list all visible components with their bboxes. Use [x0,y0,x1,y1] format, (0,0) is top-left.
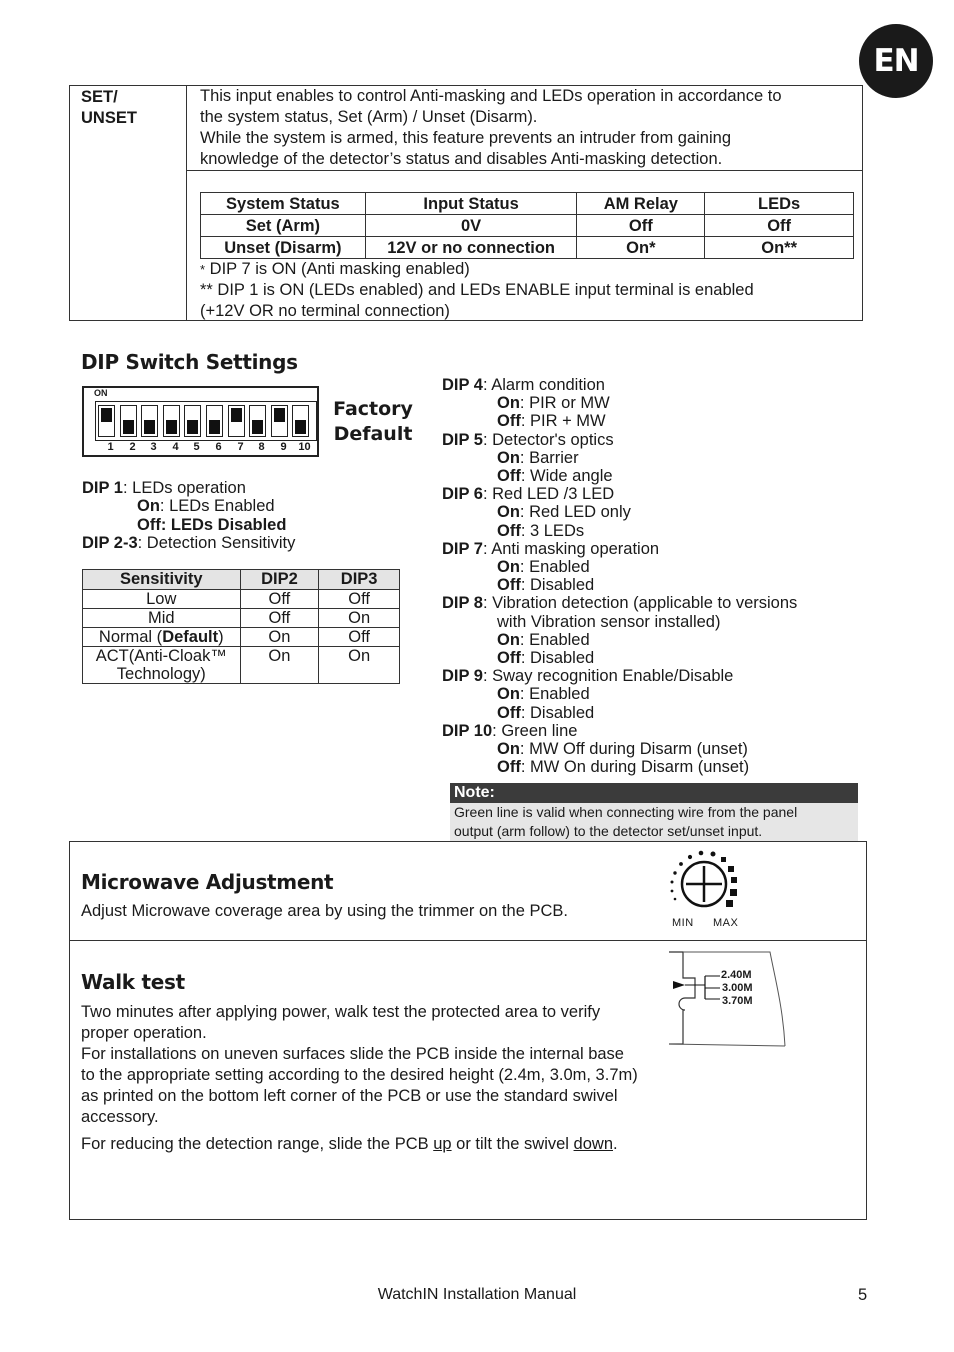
column-header: LEDs [705,193,854,215]
cell-text: ACT(Anti-Cloak™ [95,647,227,665]
height-label: 3.70M [722,995,753,1007]
table-cell [83,647,241,684]
dip-heading [442,485,862,503]
off-text: : Disabled [520,703,595,722]
off-text: : Wide angle [520,467,613,486]
trimmer-max-label: MAX [713,917,739,929]
page-number: 5 [858,1286,868,1304]
dip-desc-continued: with Vibration sensor installed) [497,612,721,631]
factory-default-line: Factory [333,398,413,420]
dip-switch-knob [231,408,242,422]
dip-desc: : Anti masking operation [482,539,660,558]
dip-key: DIP 10 [442,721,493,740]
dip-item [442,485,862,540]
note-line: Green line is valid when connecting wire from the panel [454,804,798,820]
table-row [83,628,400,647]
off-key: Off [497,576,521,595]
cell-text: ) [218,628,224,646]
dip-heading [442,376,862,394]
set-unset-label-line: UNSET [81,109,137,127]
footnote [200,259,855,280]
dip-on-line [442,631,862,649]
on-key: On [497,685,520,704]
factory-default-label [332,397,414,447]
on-text: : Red LED only [519,503,631,522]
dip-switch-8 [249,405,266,437]
cell-text: Normal ( [98,628,163,646]
dip-on-line [442,394,862,412]
table-row [201,215,854,237]
set-unset-description [200,86,855,170]
dip-off-line [442,522,862,540]
on-key: On [137,497,160,516]
dip-switch-1 [98,405,115,437]
height-label: 3.00M [722,982,753,994]
table-row [83,609,400,628]
dip-item [442,594,862,667]
section-divider [69,940,867,941]
table-cell: On** [705,237,854,259]
set-unset-label [81,87,181,129]
off-text: : Disabled [520,649,595,668]
dip-off-line [442,704,862,722]
dip-switch-number: 8 [258,441,265,453]
sensitivity-table [82,569,400,684]
dip23-heading [82,534,412,552]
table-cell: Off [240,590,319,609]
status-footnotes [200,259,855,322]
walk-test-body [81,1002,641,1161]
on-key: On [497,630,520,649]
paragraph-text: . [613,1135,618,1153]
walk-test-title: Walk test [81,970,185,994]
dip-heading [442,722,862,740]
table-cell: 12V or no connection [365,237,577,259]
dip-key: DIP 5 [442,430,483,449]
dip-switch-number: 5 [193,441,200,453]
on-text: : Enabled [519,630,590,649]
description-line: the system status, Set (Arm) / Unset (Disarm). [200,108,538,126]
system-status-table [200,192,854,259]
walk-test-paragraph [81,1134,641,1155]
note-line: output (arm follow) to the detector set/unset input. [454,823,763,839]
table-cell: Mid [83,609,241,628]
dip-right-descriptions [442,376,862,776]
table-cell: On* [577,237,705,259]
dip-key: DIP 6 [442,485,483,504]
microwave-text: Adjust Microwave coverage area by using the trimmer on the PCB. [81,902,568,920]
off-key: Off [497,703,521,722]
dip-switch-2 [120,405,137,437]
on-key: On [497,394,520,413]
dip-item [442,376,862,431]
on-key: On [497,740,520,759]
off-key: Off [497,467,521,486]
dip-switch-knob [187,420,198,434]
on-text: : Enabled [519,558,590,577]
dip-off-line [442,576,862,594]
table-cell: On [240,628,319,647]
dip-switch-knob [123,420,134,434]
on-text: : PIR or MW [519,394,610,413]
dip-switch-knob [209,420,220,434]
dip-left-descriptions [82,479,412,552]
table-row [83,590,400,609]
dip-desc: : Sway recognition Enable/Disable [482,667,734,686]
dip-switch-knob [144,420,155,434]
column-header: Sensitivity [83,570,241,590]
off-key: Off [497,758,521,777]
on-key: On [497,503,520,522]
trimmer-min-label: MIN [672,917,694,929]
dip-off-line [442,412,862,430]
table-divider [186,85,187,321]
dip-on-line [442,685,862,703]
on-key: On [497,558,520,577]
footnote: (+12V OR no terminal connection) [200,302,450,320]
table-cell: Off [577,215,705,237]
dip-desc: : LEDs operation [122,479,246,497]
on-text: : Barrier [519,448,579,467]
dip-desc: : Alarm condition [482,376,605,394]
dip1-off: Off: LEDs Disabled [137,515,287,534]
dip-switch-knob [252,420,263,434]
dip-switch-number: 7 [237,441,244,453]
cell-text: Technology) [116,665,206,683]
walk-test-paragraph: Two minutes after applying power, walk test the protected area to verify proper operation. [81,1003,601,1042]
table-cell: On [240,647,319,684]
table-row [83,647,400,684]
dip-switch-knob [166,420,177,434]
off-key: Off [497,649,521,668]
dip-heading [442,594,862,612]
dip-key: DIP 2-3 [82,533,138,552]
table-cell: Off [705,215,854,237]
microwave-title: Microwave Adjustment [81,870,334,894]
dip-key: DIP 7 [442,539,483,558]
column-header: DIP2 [240,570,319,590]
dip-heading [442,540,862,558]
dip-off-line [442,649,862,667]
dip-switch-7 [228,405,245,437]
table-cell [83,628,241,647]
footer-title: WatchIN Installation Manual [377,1286,577,1303]
dip-off-line [442,467,862,485]
off-text: : PIR + MW [520,412,606,431]
footnote: ** DIP 1 is ON (LEDs enabled) and LEDs ENABLE input terminal is enabled [200,281,754,299]
dip-switch-number: 2 [129,441,136,453]
dip-desc: : Red LED /3 LED [482,485,615,504]
dip-desc: : Detector's optics [482,430,614,449]
table-header-row [83,570,400,590]
dip-on-line [442,449,862,467]
walk-test-paragraph: For installations on uneven surfaces slide the PCB inside the internal base to the appropriate setting according to the desired height (2.4m, 3.0m, 3.7m) as printed on the bottom left corner of the PCB or use the standard swivel accessory. [81,1045,638,1126]
dip-on-line [442,558,862,576]
paragraph-text: or tilt the swivel [451,1135,574,1153]
pcb-height-diagram [665,948,790,1048]
on-key: On [497,448,520,467]
table-cell: On [319,647,400,684]
column-header: Input Status [365,193,577,215]
dip-on-line [442,740,862,758]
dip-switch-number: 9 [280,441,287,453]
dip-desc: : Detection Sensitivity [137,533,296,552]
footnote-marker: * [200,262,206,277]
dip-item [442,667,862,722]
off-key: Off [497,521,521,540]
on-text: : LEDs Enabled [159,497,275,516]
on-text: : Enabled [519,685,590,704]
dip-item [442,722,862,777]
off-key: Off [497,412,521,431]
dip-switch-number: 10 [298,441,311,453]
paragraph-text: For reducing the detection range, slide the PCB [81,1135,434,1153]
set-unset-label-line: SET/ [81,88,118,106]
dip-switch-number: 6 [215,441,222,453]
footnote-text: DIP 7 is ON (Anti masking enabled) [209,260,470,278]
description-line: This input enables to control Anti-masking and LEDs operation in accordance to [200,87,782,105]
dip-item [442,431,862,486]
note-body [450,803,858,841]
off-text: : Disabled [520,576,595,595]
table-cell: Unset (Disarm) [201,237,366,259]
dip-heading [442,431,862,449]
dip-switch-number: 3 [150,441,157,453]
dip-item [442,540,862,595]
description-line: While the system is armed, this feature prevents an intruder from gaining [200,129,731,147]
emphasis-up: up [433,1135,452,1153]
dip-switch-4 [163,405,180,437]
table-cell: Off [319,590,400,609]
default-marker: Default [162,628,219,646]
dip-switch-3 [141,405,158,437]
dip-on-label: ON [94,388,108,398]
column-header: AM Relay [577,193,705,215]
off-text: : MW On during Disarm (unset) [520,758,750,777]
language-badge: EN [859,24,933,98]
dip-switch-6 [206,405,223,437]
dip-off-line [442,758,862,776]
dip-section-title: DIP Switch Settings [81,350,298,374]
dip-key: DIP 8 [442,594,483,613]
dip1-on [82,497,412,515]
on-text: : MW Off during Disarm (unset) [519,740,748,759]
table-cell: 0V [365,215,577,237]
dip-switch-knob [101,408,112,422]
dip-key: DIP 1 [82,479,123,497]
description-line: knowledge of the detector’s status and disables Anti-masking detection. [200,150,723,168]
dip-key: DIP 4 [442,376,483,394]
factory-default-line: Default [333,423,413,445]
dip-switch-9 [271,405,288,437]
table-cell: Low [83,590,241,609]
table-row [201,237,854,259]
height-label: 2.40M [721,969,752,981]
dip-heading [442,667,862,685]
dip-switch-number: 1 [107,441,114,453]
table-cell: Off [240,609,319,628]
dip-desc: : Vibration detection (applicable to versions [482,594,798,613]
table-cell: Off [319,628,400,647]
trimmer-dial-icon [664,849,744,921]
emphasis-down: down [573,1135,613,1153]
column-header: System Status [201,193,366,215]
off-text: : 3 LEDs [520,521,585,540]
dip-switch-knob [274,408,285,422]
dip1-heading [82,479,412,497]
dip-switch-10 [292,405,309,437]
dip-on-line [442,503,862,521]
table-divider [186,170,863,171]
table-cell: Set (Arm) [201,215,366,237]
table-header-row [201,193,854,215]
note-header: Note: [450,783,858,803]
dip-key: DIP 9 [442,667,483,686]
dip-switch-number: 4 [172,441,179,453]
column-header: DIP3 [319,570,400,590]
table-cell: On [319,609,400,628]
dip-switch-5 [184,405,201,437]
dip-desc: : Green line [492,721,578,740]
dip-switch-knob [295,420,306,434]
